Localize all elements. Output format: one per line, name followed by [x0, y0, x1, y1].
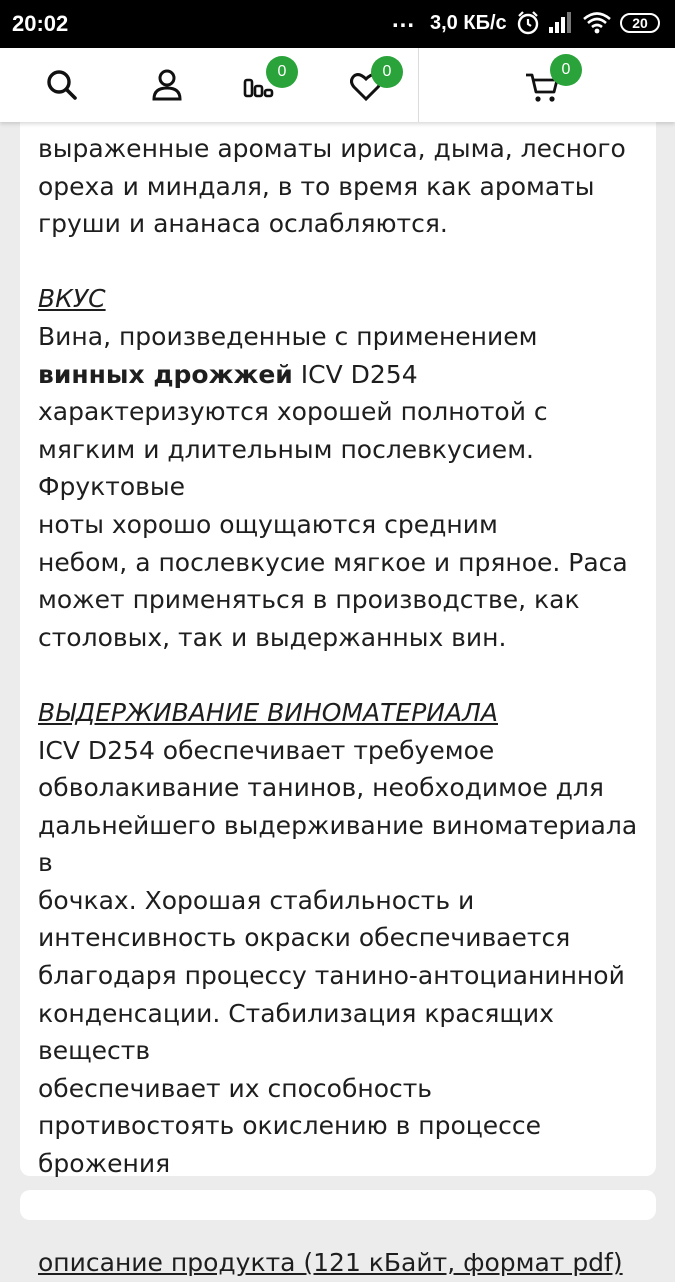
wishlist-count-badge: 0: [371, 56, 403, 88]
taste-paragraph: [38, 318, 638, 431]
header-divider: [418, 48, 419, 122]
taste-text: ICV D254 характеризуются хорошей полнотой с: [38, 359, 548, 427]
aging-heading: ВЫДЕРЖИВАНИЕ ВИНОМАТЕРИАЛА: [38, 697, 498, 727]
intro-line: ореха и миндаля, в то время как ароматы: [38, 171, 595, 201]
taste-line: небом, а послевкусие мягкое и пряное. Раса: [38, 547, 628, 577]
user-icon[interactable]: [150, 68, 184, 106]
aging-line: конденсации. Стабилизация красящих веществ: [38, 998, 554, 1066]
site-header: [0, 48, 675, 122]
status-time: 20:02: [12, 11, 69, 36]
taste-line: мягким и длительным послевкусием. Фруктовые: [38, 434, 534, 502]
aging-line: противостоять окислению в процессе брожения: [38, 1111, 542, 1179]
search-icon[interactable]: [45, 68, 79, 106]
wine-yeast-link: винных дрожжей: [38, 359, 293, 389]
aging-line: благодаря процессу танино-антоцианинной: [38, 961, 625, 991]
taste-line: ноты хорошо ощущаются средним: [38, 509, 498, 539]
status-dots: ...: [392, 6, 416, 33]
aging-line: обволакивание танинов, необходимое для: [38, 773, 604, 803]
status-bar: [0, 0, 675, 48]
alarm-icon: [516, 10, 540, 41]
compare-count-badge: 0: [266, 56, 298, 88]
aging-line: бочках. Хорошая стабильность и: [38, 885, 475, 915]
status-network-speed: 3,0 КБ/с: [430, 12, 507, 34]
product-description: [38, 130, 638, 1282]
aging-line: обеспечивает их способность: [38, 1073, 433, 1103]
aging-line: дальнейшего выдерживание виноматериала в: [38, 810, 638, 878]
battery-indicator: 20: [620, 13, 660, 33]
cart-count-badge: 0: [550, 54, 582, 86]
taste-text: Вина, произведенные с применением: [38, 321, 538, 351]
aging-line: интенсивность окраски обеспечивается: [38, 923, 571, 953]
taste-line: может применяться в производстве, как: [38, 585, 580, 615]
product-pdf-link[interactable]: описание продукта (121 кБайт, формат pdf): [38, 1248, 623, 1278]
signal-icon: [547, 10, 573, 41]
aging-line: ICV D254 обеспечивает требуемое: [38, 735, 495, 765]
taste-heading: ВКУС: [38, 284, 106, 314]
taste-line: столовых, так и выдержанных вин.: [38, 622, 507, 652]
next-card: [20, 1190, 656, 1220]
wifi-icon: [582, 10, 612, 41]
intro-line: выраженные ароматы ириса, дыма, лесного: [38, 134, 626, 163]
intro-line: груши и ананаса ослабляются.: [38, 209, 448, 239]
